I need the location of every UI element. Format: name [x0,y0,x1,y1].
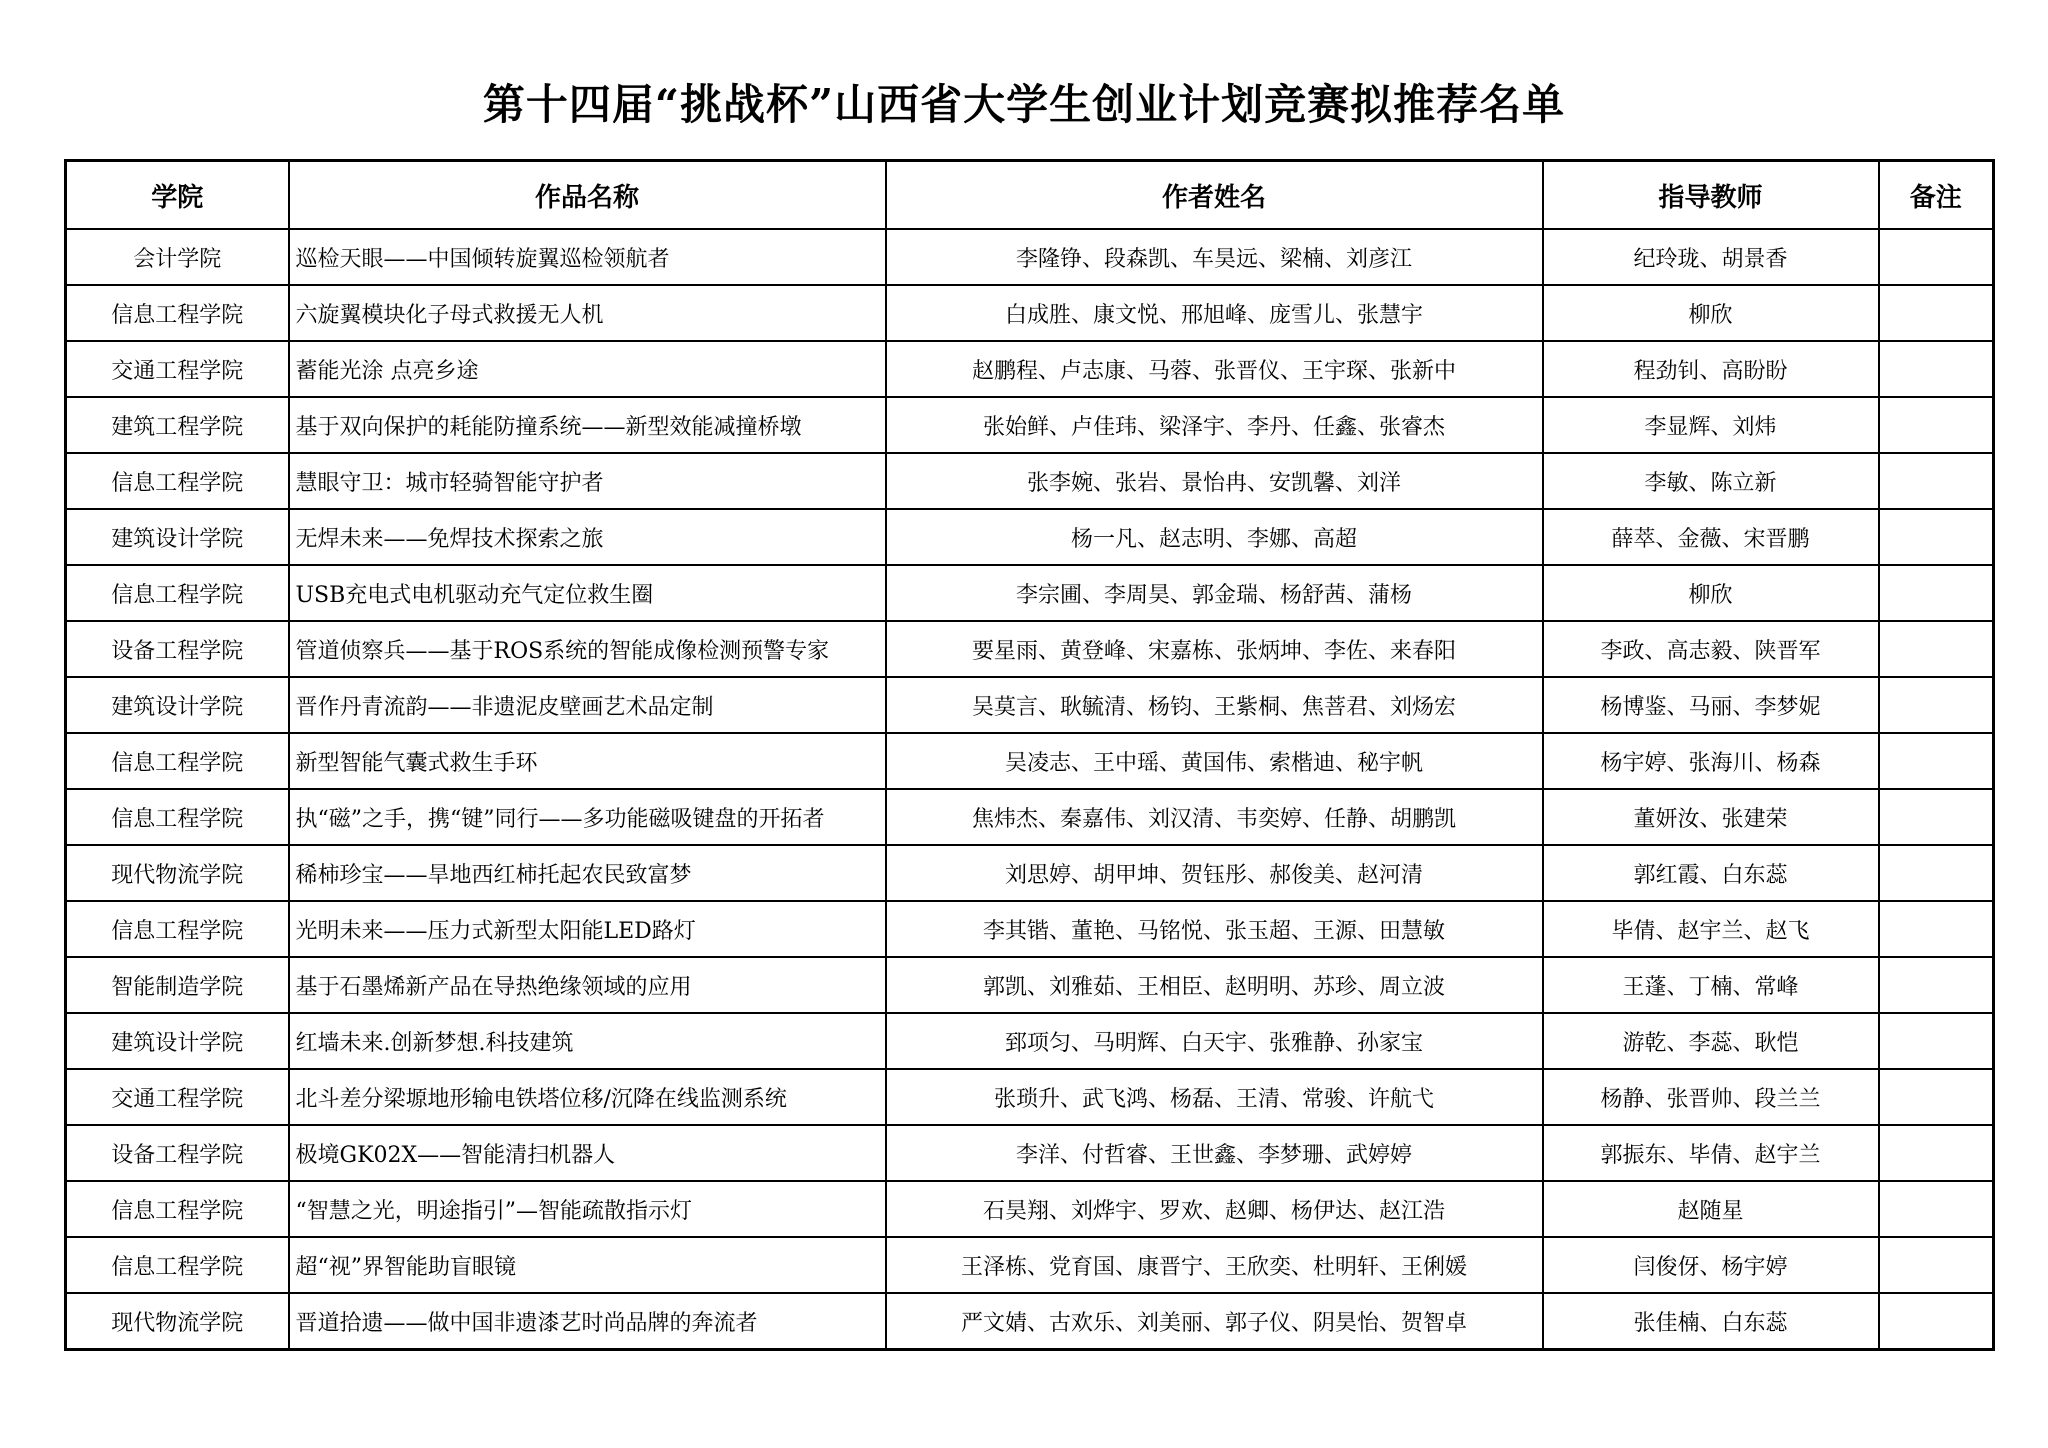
cell-remarks [1879,565,1994,621]
cell-remarks [1879,229,1994,285]
table-row [66,397,1994,453]
cell-authors: 李宗圃、李周昊、郭金瑞、杨舒茜、蒲杨 [886,565,1543,621]
cell-project: 晋作丹青流韵——非遗泥皮壁画艺术品定制 [289,677,886,733]
page-title: 第十四届“挑战杯”山西省大学生创业计划竞赛拟推荐名单 [482,80,1566,129]
cell-remarks [1879,1237,1994,1293]
cell-advisors: 王蓬、丁楠、常峰 [1543,957,1879,1013]
cell-authors: 杨一凡、赵志明、李娜、高超 [886,509,1543,565]
cell-project: 慧眼守卫：城市轻骑智能守护者 [289,453,886,509]
cell-advisors: 毕倩、赵宇兰、赵飞 [1543,901,1879,957]
cell-college: 智能制造学院 [66,957,289,1013]
table-row [66,1293,1994,1350]
cell-project: 北斗差分梁塬地形输电铁塔位移/沉降在线监测系统 [289,1069,886,1125]
cell-advisors: 赵随星 [1543,1181,1879,1237]
cell-college: 现代物流学院 [66,845,289,901]
cell-authors: 严文婧、古欢乐、刘美丽、郭子仪、阴昊怡、贺智卓 [886,1293,1543,1350]
column-header-authors: 作者姓名 [886,161,1543,230]
table-header-row [66,161,1994,230]
cell-authors: 张李婉、张岩、景怡冉、安凯馨、刘洋 [886,453,1543,509]
cell-remarks [1879,397,1994,453]
cell-college: 信息工程学院 [66,1181,289,1237]
cell-remarks [1879,677,1994,733]
cell-college: 信息工程学院 [66,453,289,509]
cell-project: 无焊未来——免焊技术探索之旅 [289,509,886,565]
cell-authors: 郅项匀、马明辉、白天宇、张雅静、孙家宝 [886,1013,1543,1069]
table-row [66,621,1994,677]
cell-remarks [1879,621,1994,677]
cell-advisors: 李敏、陈立新 [1543,453,1879,509]
cell-project: 基于石墨烯新产品在导热绝缘领域的应用 [289,957,886,1013]
column-header-remarks: 备注 [1879,161,1994,230]
cell-authors: 李隆铮、段森凯、车昊远、梁楠、刘彦江 [886,229,1543,285]
cell-project: 蓄能光涂 点亮乡途 [289,341,886,397]
cell-advisors: 郭振东、毕倩、赵宇兰 [1543,1125,1879,1181]
cell-advisors: 李显辉、刘炜 [1543,397,1879,453]
cell-authors: 石昊翔、刘烨宇、罗欢、赵卿、杨伊达、赵江浩 [886,1181,1543,1237]
cell-college: 建筑设计学院 [66,509,289,565]
cell-remarks [1879,1181,1994,1237]
cell-project: 管道侦察兵——基于ROS系统的智能成像检测预警专家 [289,621,886,677]
cell-college: 信息工程学院 [66,1237,289,1293]
table-row [66,1069,1994,1125]
cell-remarks [1879,1013,1994,1069]
cell-advisors: 郭红霞、白东蕊 [1543,845,1879,901]
table-row [66,677,1994,733]
cell-project: 极境GK02X——智能清扫机器人 [289,1125,886,1181]
table-row [66,229,1994,285]
cell-college: 交通工程学院 [66,341,289,397]
cell-advisors: 纪玲珑、胡景香 [1543,229,1879,285]
table-row [66,1013,1994,1069]
cell-college: 现代物流学院 [66,1293,289,1350]
cell-remarks [1879,285,1994,341]
cell-college: 交通工程学院 [66,1069,289,1125]
cell-college: 信息工程学院 [66,565,289,621]
cell-remarks [1879,901,1994,957]
table-row [66,845,1994,901]
cell-advisors: 程劲钊、高盼盼 [1543,341,1879,397]
table-row [66,285,1994,341]
cell-authors: 吴莫言、耿毓清、杨钧、王紫桐、焦菩君、刘炀宏 [886,677,1543,733]
cell-authors: 白成胜、康文悦、邢旭峰、庞雪儿、张慧宇 [886,285,1543,341]
cell-authors: 焦炜杰、秦嘉伟、刘汉清、韦奕婷、任静、胡鹏凯 [886,789,1543,845]
table-body [66,229,1994,1350]
cell-college: 会计学院 [66,229,289,285]
cell-advisors: 张佳楠、白东蕊 [1543,1293,1879,1350]
table-row [66,901,1994,957]
cell-advisors: 杨静、张晋帅、段兰兰 [1543,1069,1879,1125]
cell-advisors: 闫俊伢、杨宇婷 [1543,1237,1879,1293]
cell-project: “智慧之光，明途指引”—智能疏散指示灯 [289,1181,886,1237]
table-row [66,789,1994,845]
cell-advisors: 薛萃、金薇、宋晋鹏 [1543,509,1879,565]
cell-advisors: 李政、高志毅、陕晋军 [1543,621,1879,677]
cell-authors: 吴凌志、王中瑶、黄国伟、索楷迪、秘宇帆 [886,733,1543,789]
cell-college: 建筑设计学院 [66,1013,289,1069]
cell-project: 巡检天眼——中国倾转旋翼巡检领航者 [289,229,886,285]
cell-advisors: 柳欣 [1543,285,1879,341]
cell-remarks [1879,957,1994,1013]
table-row [66,453,1994,509]
cell-project: 光明未来——压力式新型太阳能LED路灯 [289,901,886,957]
table-row [66,341,1994,397]
cell-remarks [1879,789,1994,845]
table-row [66,565,1994,621]
table-row [66,1237,1994,1293]
cell-authors: 郭凯、刘雅茹、王相臣、赵明明、苏珍、周立波 [886,957,1543,1013]
cell-remarks [1879,341,1994,397]
cell-authors: 张始鲜、卢佳玮、梁泽宇、李丹、任鑫、张睿杰 [886,397,1543,453]
cell-remarks [1879,733,1994,789]
cell-remarks [1879,453,1994,509]
cell-project: 稀柿珍宝——旱地西红柿托起农民致富梦 [289,845,886,901]
cell-advisors: 杨博鉴、马丽、李梦妮 [1543,677,1879,733]
cell-project: 新型智能气囊式救生手环 [289,733,886,789]
cell-remarks [1879,1293,1994,1350]
cell-advisors: 柳欣 [1543,565,1879,621]
cell-remarks [1879,845,1994,901]
cell-project: USB充电式电机驱动充气定位救生圈 [289,565,886,621]
cell-college: 信息工程学院 [66,285,289,341]
cell-remarks [1879,1069,1994,1125]
cell-advisors: 董妍汝、张建荣 [1543,789,1879,845]
table-row [66,957,1994,1013]
cell-advisors: 游乾、李蕊、耿恺 [1543,1013,1879,1069]
cell-college: 信息工程学院 [66,733,289,789]
table-row [66,1181,1994,1237]
cell-authors: 刘思婷、胡甲坤、贺钰彤、郝俊美、赵河清 [886,845,1543,901]
column-header-project: 作品名称 [289,161,886,230]
column-header-college: 学院 [66,161,289,230]
cell-remarks [1879,509,1994,565]
column-header-advisors: 指导教师 [1543,161,1879,230]
cell-authors: 李其锴、董艳、马铭悦、张玉超、王源、田慧敏 [886,901,1543,957]
cell-college: 建筑设计学院 [66,677,289,733]
cell-college: 信息工程学院 [66,901,289,957]
table-row [66,733,1994,789]
cell-college: 设备工程学院 [66,1125,289,1181]
cell-college: 建筑工程学院 [66,397,289,453]
cell-authors: 赵鹏程、卢志康、马蓉、张晋仪、王宇琛、张新中 [886,341,1543,397]
cell-authors: 要星雨、黄登峰、宋嘉栋、张炳坤、李佐、来春阳 [886,621,1543,677]
cell-college: 信息工程学院 [66,789,289,845]
cell-project: 执“磁”之手，携“键”同行——多功能磁吸键盘的开拓者 [289,789,886,845]
cell-project: 六旋翼模块化子母式救援无人机 [289,285,886,341]
table-row [66,1125,1994,1181]
cell-authors: 李洋、付哲睿、王世鑫、李梦珊、武婷婷 [886,1125,1543,1181]
cell-advisors: 杨宇婷、张海川、杨森 [1543,733,1879,789]
cell-project: 基于双向保护的耗能防撞系统——新型效能减撞桥墩 [289,397,886,453]
cell-college: 设备工程学院 [66,621,289,677]
cell-project: 晋道拾遗——做中国非遗漆艺时尚品牌的奔流者 [289,1293,886,1350]
cell-authors: 王泽栋、党育国、康晋宁、王欣奕、杜明轩、王俐媛 [886,1237,1543,1293]
cell-authors: 张琐升、武飞鸿、杨磊、王清、常骏、许航弋 [886,1069,1543,1125]
cell-project: 红墙未来.创新梦想.科技建筑 [289,1013,886,1069]
table-row [66,509,1994,565]
recommendation-table [64,159,1995,1351]
cell-project: 超“视”界智能助盲眼镜 [289,1237,886,1293]
cell-remarks [1879,1125,1994,1181]
